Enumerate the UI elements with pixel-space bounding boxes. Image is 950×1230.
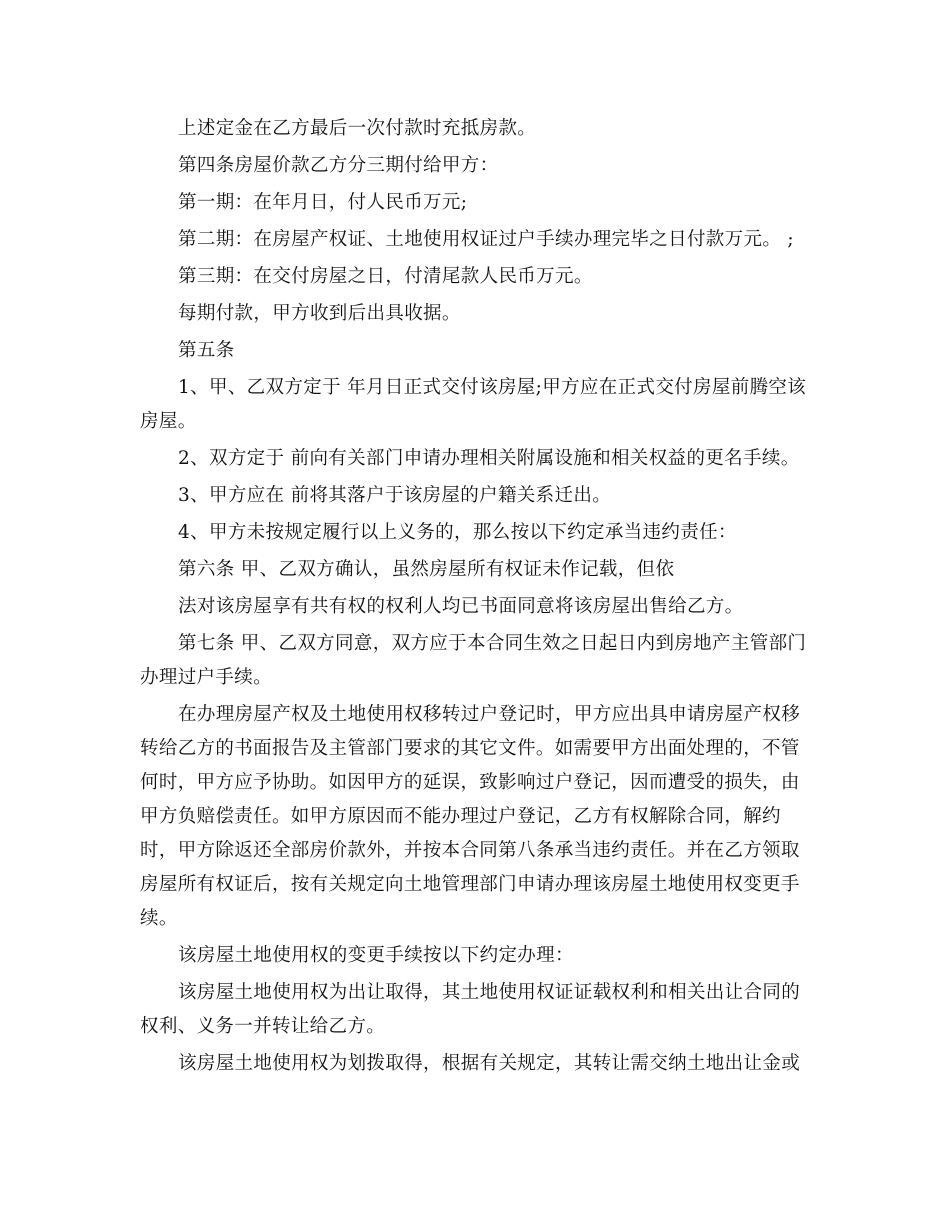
text-line: 4、甲方未按规定履行以上义务的，那么按以下约定承当违约责任： [178,522,737,543]
text-line: 2、双方定于 前向有关部门申请办理相关附属设施和相关权益的更名手续。 [178,448,800,469]
text-line: 该房屋土地使用权的变更手续按以下约定办理： [178,945,574,966]
text-line: 甲方负赔偿责任。如甲方原因而不能办理过户登记，乙方有权解除合同，解约 [140,806,781,827]
text-line: 该房屋土地使用权为出让取得，其土地使用权证证载权利和相关出让合同的 [178,982,801,1003]
text-line: 上述定金在乙方最后一次付款时充抵房款。 [178,118,537,139]
text-line: 续。 [140,908,178,929]
text-line: 办理过户手续。 [140,667,272,688]
text-line: 房屋所有权证后，按有关规定向土地管理部门申请办理该房屋土地使用权变更手 [140,874,800,895]
text-line: 权利、义务一并转让给乙方。 [140,1016,386,1037]
text-line: 第一期：在年月日，付人民币万元; [178,192,468,213]
text-line: 在办理房屋产权及土地使用权移转过户登记时，甲方应出具申请房屋产权移 [178,704,801,725]
text-line: 转给乙方的书面报告及主管部门要求的其它文件。如需要甲方出面处理的，不管 [140,738,800,759]
text-line: 时，甲方除返还全部房价款外，并按本合同第八条承当违约责任。并在乙方领取 [140,840,800,861]
text-line: 该房屋土地使用权为划拨取得，根据有关规定，其转让需交纳土地出让金或 [178,1053,801,1074]
text-line: 何时，甲方应予协助。如因甲方的延误，致影响过户登记，因而遭受的损失，由 [140,772,800,793]
text-line: 第三期：在交付房屋之日，付清尾款人民币万元。 [178,266,593,287]
text-line: 法对该房屋享有共有权的权利人均已书面同意将该房屋出售给乙方。 [178,596,744,617]
text-line: 第五条 [178,340,235,361]
text-line: 第四条房屋价款乙方分三期付给甲方： [178,155,499,176]
text-line: 第六条 甲、乙双方确认，虽然房屋所有权证未作记载，但依 [178,559,675,580]
text-line: 房屋。 [140,411,197,432]
text-line: 第七条 甲、乙双方同意，双方应于本合同生效之日起日内到房地产主管部门 [178,633,807,654]
text-line: 第二期：在房屋产权证、土地使用权证过户手续办理完毕之日付款万元。 ; [178,229,795,250]
text-line: 每期付款，甲方收到后出具收据。 [178,303,461,324]
text-line: 3、甲方应在 前将其落户于该房屋的户籍关系迁出。 [178,485,612,506]
text-line: 1、甲、乙双方定于 年月日正式交付该房屋;甲方应在正式交付房屋前腾空该 [178,377,807,398]
